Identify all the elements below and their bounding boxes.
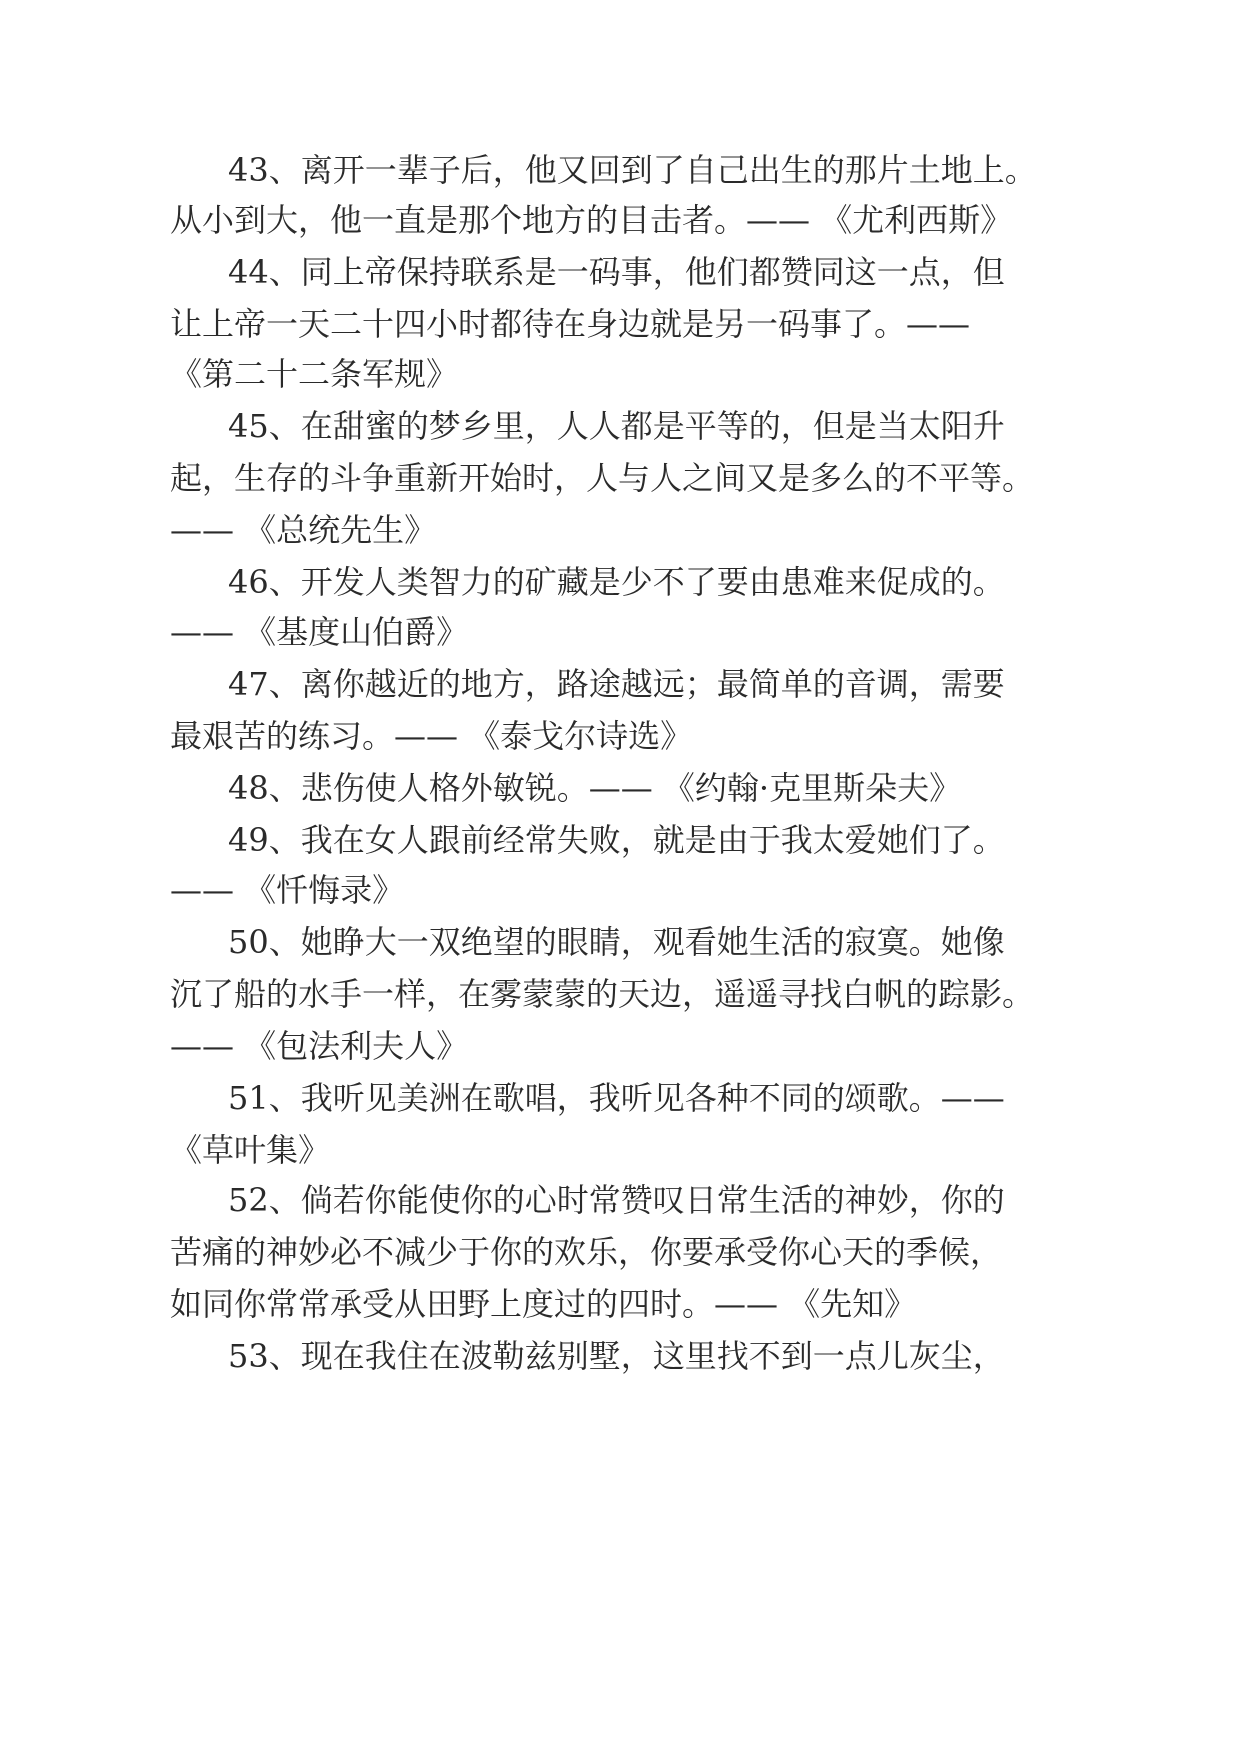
text-line: 48、悲伤使人格外敏锐。—— 《约翰·克里斯朵夫》	[228, 769, 962, 807]
text-line: 起，生存的斗争重新开始时，人与人之间又是多么的不平等。	[170, 459, 1035, 497]
text-line: 《草叶集》	[170, 1131, 331, 1169]
text-line: —— 《总统先生》	[170, 511, 437, 549]
text-line: 44、同上帝保持联系是一码事，他们都赞同这一点，但	[228, 253, 1005, 291]
text-line: 沉了船的水手一样，在雾蒙蒙的天边，遥遥寻找白帆的踪影。	[170, 975, 1035, 1013]
text-line: 如同你常常承受从田野上度过的四时。—— 《先知》	[170, 1285, 917, 1323]
text-line: 52、倘若你能使你的心时常赞叹日常生活的神妙，你的	[228, 1181, 1005, 1219]
text-line: 《第二十二条军规》	[170, 355, 459, 393]
text-line: 45、在甜蜜的梦乡里，人人都是平等的，但是当太阳升	[228, 407, 1005, 445]
text-line: 让上帝一天二十四小时都待在身边就是另一码事了。——	[170, 305, 971, 343]
text-line: 53、现在我住在波勒兹别墅，这里找不到一点儿灰尘，	[228, 1337, 1005, 1375]
text-line: —— 《包法利夫人》	[170, 1027, 469, 1065]
text-line: —— 《忏悔录》	[170, 871, 405, 909]
text-line: 51、我听见美洲在歌唱，我听见各种不同的颂歌。——	[228, 1079, 1005, 1117]
text-line: 47、离你越近的地方，路途越远；最简单的音调，需要	[228, 665, 1005, 703]
text-line: —— 《基度山伯爵》	[170, 613, 469, 651]
text-line: 从小到大，他一直是那个地方的目击者。—— 《尤利西斯》	[170, 201, 1013, 239]
text-line: 50、她睁大一双绝望的眼睛，观看她生活的寂寞。她像	[228, 923, 1005, 961]
text-line: 46、开发人类智力的矿藏是少不了要由患难来促成的。	[228, 563, 1005, 601]
text-line: 苦痛的神妙必不减少于你的欢乐，你要承受你心天的季候，	[170, 1233, 1003, 1271]
text-line: 43、离开一辈子后，他又回到了自己出生的那片土地上。	[228, 151, 1037, 189]
text-line: 49、我在女人跟前经常失败，就是由于我太爱她们了。	[228, 821, 1005, 859]
text-line: 最艰苦的练习。—— 《泰戈尔诗选》	[170, 717, 693, 755]
